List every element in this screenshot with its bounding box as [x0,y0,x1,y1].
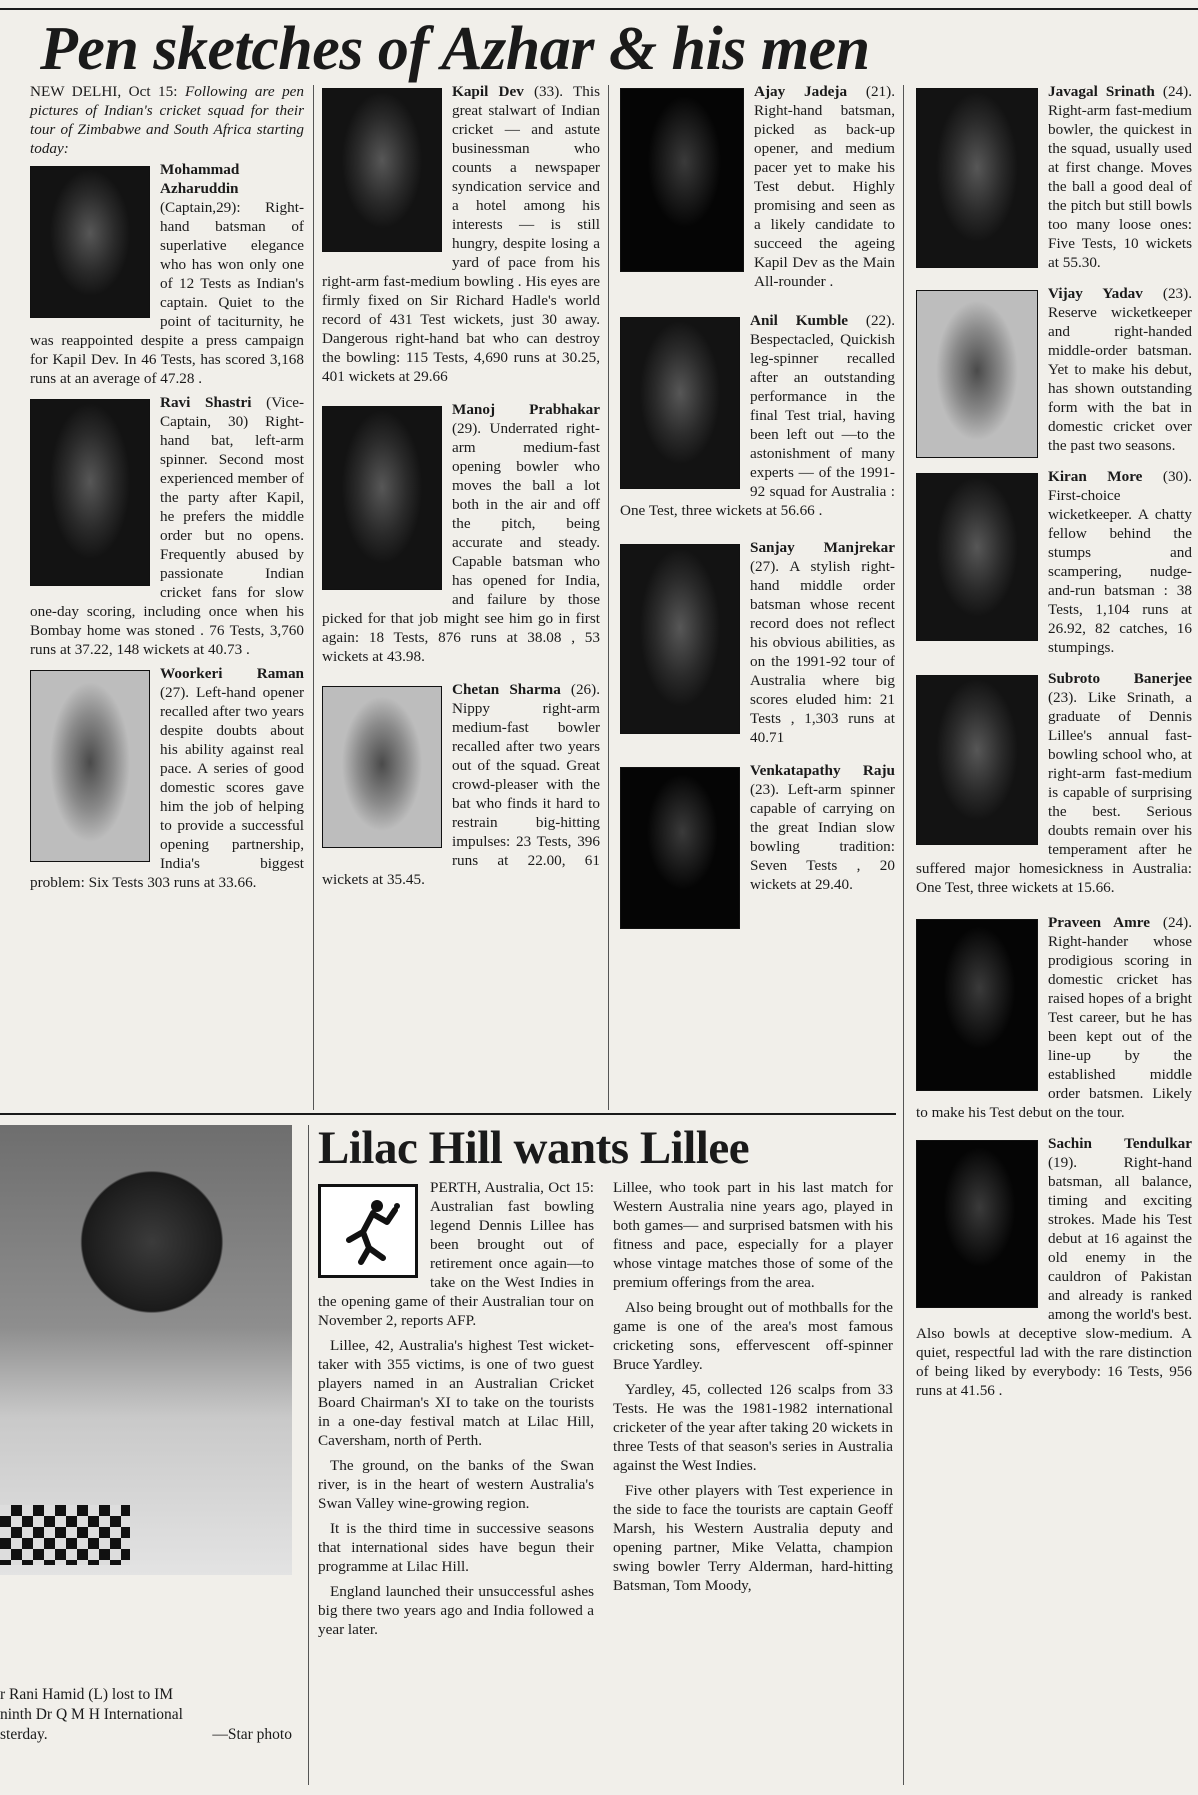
player-name: Mohammad Azharuddin [160,161,240,197]
player-sketch [620,761,895,894]
chessboard [0,1505,130,1565]
player-sketch [30,664,304,892]
cricket-bowler-icon-svg [333,1196,403,1266]
player-bio: (23). Like Srinath, a graduate of Dennis Lillee's annual fast-bowling school who, at right-arm fast-medium is capable of surprising the best. Serious doubts remain over his temperament after he suffered major homesickness in Australia: One Test, three wickets at 15.66. [916,689,1192,896]
story-paragraph: Lillee, 42, Australia's highest Test wicket-taker with 355 victims, is one of two guest players named in an Australian Cricket Board Chairman's XI to take on the tourists in a one-day festival match at Lilac Hill, Caversham, north of Perth. [318,1337,594,1449]
player-bio: (29). Underrated right-arm medium-fast opening bowler who moves the ball a lot both in the air and off the pitch, being accurate and steady. Capable batsman who has opened for India, and failure by those picked for that job might see him go in first again: 18 Tests, 876 runs at 38.08 , 53 wickets at 43.98. [322,420,600,665]
player-photo [322,88,442,252]
column-1 [30,82,304,897]
player-name: Kapil Dev [452,83,524,100]
story-paragraph: Yardley, 45, collected 126 scalps from 33 Tests. He was the 1981-1982 international cricketer of the year after taking 20 wickets in three Tests of that season's series in Australia against the West Indies. [613,1381,893,1474]
story-paragraph: The ground, on the banks of the Swan river, is in the heart of western Australia's Swan Valley wine-growing region. [318,1457,594,1512]
player-name: Subroto Banerjee [1048,670,1192,687]
player-sketch [916,1134,1192,1400]
player-bio: (24). Right-arm fast-medium bowler, the quickest in the squad, usually used at first change. Moves the ball a good deal of the pitch but still bowls too many loose ones: Five Tests, 10 wickets at 55.30. [1048,83,1192,271]
player-name: Javagal Srinath [1048,83,1155,100]
player-name: Sachin Tendulkar [1048,1135,1192,1152]
player-bio: (22). Bespectacled, Quickish leg-spinner recalled after an outstanding performance in the final Test trial, having been left out —to the astonishment of many experts — of the 1991-92 squad for Australia : One Test, three wickets at 56.66 . [620,312,895,519]
caption-line-2: ninth Dr Q M H International [0,1706,183,1723]
player-photo [30,670,150,862]
player-sketch [30,393,304,659]
player-bio: (23). Reserve wicketkeeper and right-handed middle-order batsman. Yet to make his debut, has shown outstanding form with the bat in domestic cricket over the past two seasons. [1048,285,1192,454]
lilac-story-col-2 [613,1178,893,1601]
player-name: Anil Kumble [750,312,849,329]
player-name: Praveen Amre [1048,914,1151,931]
story-paragraph: Lillee, who took part in his last match for Western Australia nine years ago, played in both games— and surprised batsmen with his fitness and pace, especially for a player whose vintage matches those of some of the premium offerings from the area. [613,1179,893,1291]
player-bio: (27). A stylish right-hand middle order batsman whose recent record does not reflect his obvious abilities, as on the 1991-92 tour of Australia where big scores eluded him: 21 Tests , 1,303 runs at 40.71 [750,558,895,746]
player-sketch [322,400,600,666]
column-2 [322,82,600,894]
story-paragraph: Also being brought out of mothballs for the game is one of the area's most famous cricketing sons, effervescent off-spinner Bruce Yardley. [613,1299,893,1373]
player-bio: (21). Right-hand batsman, picked as back-up opener, and medium pacer yet to make his Test debut. Highly promising and seen as a likely candidate to succeed the ageing Kapil Dev as the Main All-rounder . [754,83,895,290]
lilac-story-col-1 [318,1178,594,1645]
player-bio: (24). Right-hander whose prodigious scoring in domestic cricket has raised hopes of a bright Test career, but he has been kept out of the line-up by the established middle order batsmen. Likely to make his Test debut on the tour. [916,914,1193,1121]
photo-credit: —Star photo [212,1726,292,1743]
player-photo [916,290,1038,458]
player-sketch [30,160,304,388]
player-sketch [322,82,600,386]
player-photo [620,88,744,272]
player-name: Chetan Sharma [452,681,561,698]
player-name: Manoj Prabhakar [452,401,600,418]
player-name: Kiran More [1048,468,1143,485]
player-name: Venkatapathy Raju [750,762,895,779]
story-paragraph: PERTH, Australia, Oct 15: Australian fast bowling legend Dennis Lillee has been brought out of retirement once again—to take on the West Indies in the opening game of their Australian tour on November 2, reports AFP. [318,1179,594,1329]
player-name: Ravi Shastri [160,394,252,411]
player-sketch [916,669,1192,897]
player-photo [916,675,1038,845]
player-photo [916,1140,1038,1308]
caption-line-1: r Rani Hamid (L) lost to IM [0,1686,174,1703]
player-photo [322,406,442,590]
player-sketch [620,538,895,747]
player-bio: (Vice- Captain, 30) Right-hand bat, left-arm spinner. Second most experienced member of the party after Kapil, he prefers the middle order but no opens. Frequently abused by passionate Indian cricket fans for slow one-day scoring, including once when his Bombay home was stoned . 76 Tests, 3,760 runs at 37.22, 148 wickets at 40.73 . [30,394,305,658]
player-bio: (Captain,29): Right-hand batsman of superlative elegance who has won only one of 12 Tests as Indian's captain. Quiet to the point of taciturnity, he was reappointed despite a press campaign for Kapil Dev. In 46 Tests, has scored 3,168 runs at an average of 47.28 . [30,199,304,387]
player-photo [620,544,740,734]
story-paragraph: It is the third time in successive seasons that international sides have begun their programme at Lilac Hill. [318,1520,594,1575]
player-name: Ajay Jadeja [754,83,848,100]
player-sketch [916,913,1192,1122]
player-photo [916,473,1038,641]
column-3 [620,82,895,933]
player-sketch [322,680,600,889]
player-name: Sanjay Manjrekar [750,539,895,556]
lilac-headline: Lilac Hill wants Lillee [318,1122,750,1174]
player-sketch [620,311,895,520]
headline: Pen sketches of Azhar & his men [40,15,870,83]
cricket-bowler-icon [318,1184,418,1278]
col-rule-4 [308,1125,309,1785]
top-rule [0,8,1198,10]
player-sketch [916,82,1192,272]
player-photo [30,166,150,318]
player-photo [620,767,740,929]
player-bio: (23). Left-arm spinner capable of carrying on the great Indian slow bowling tradition: Seven Tests , 20 wickets at 29.40. [750,781,895,893]
section-divider [0,1113,896,1115]
player-sketch [916,467,1192,657]
caption-line-3: sterday. [0,1726,48,1743]
column-4 [916,82,1192,1405]
player-photo [30,399,150,586]
story-paragraph: Five other players with Test experience in the side to face the tourists are captain Geoff Marsh, his Western Australia deputy and opening partner, Mike Velatta, champion swing bowler Terry Alderman, hard-hitting Batsman, Tom Moody, [613,1482,893,1594]
player-photo [916,919,1038,1091]
intro-text: Following are pen pictures of Indian's cricket squad for their tour of Zimbabwe and South Africa starting today: [30,83,304,157]
intro [30,82,304,158]
story-paragraph: England launched their unsuccessful ashes big there two years ago and India followed a year later. [318,1583,594,1638]
player-sketch [620,82,895,291]
intro-dateline: NEW DELHI, Oct 15: [30,83,178,100]
col-rule-2 [608,85,609,1110]
player-photo [916,88,1038,268]
player-name: Woorkeri Raman [160,665,304,682]
player-bio: (19). Right-hand batsman, all balance, timing and exciting strokes. Made his Test debut at 16 against the old enemy in the cauldron of Pakistan and already is ranked among the world's best. Also bowls at deceptive slow-medium. A quiet, respectful lad with the rare distinction of being liked by everybody: 16 Tests, 956 runs at 41.56 . [916,1154,1192,1399]
player-bio: (33). This great stalwart of Indian cricket — and astute businessman who counts a newspaper syndication service and a hotel among his interests — is still hungry, despite losing a yard of pace from his right-arm fast-medium bowling . His eyes are firmly fixed on Sir Richard Hadle's world record of 431 Test wickets, just 30 away. Dangerous right-hand bat who can destroy the bowling: 115 Tests, 4,690 runs at 30.25, 401 wickets at 29.66 [322,83,600,385]
photo-caption [0,1685,292,1745]
player-bio: (30). First-choice wicketkeeper. A chatty fellow behind the stumps and scampering, nudge-and-run batsman : 38 Tests, 1,104 runs at 26.92, 82 catches, 16 stumpings. [1048,468,1192,656]
player-bio: (26). Nippy right-arm medium-fast bowler recalled after two years out of the squad. Great crowd-pleaser with the bat who finds it hard to restrain big-hitting impulses: 23 Tests, 396 runs at 22.00, 61 wickets at 35.45. [322,681,600,888]
player-sketch [916,284,1192,455]
player-bio: (27). Left-hand opener recalled after two years despite doubts about his ability against real pace. A series of good domestic scores gave him the job of helping to provide a successful opening partnership, India's biggest problem: Six Tests 303 runs at 33.66. [30,684,304,891]
col-rule-1 [313,85,314,1110]
player-photo [322,686,442,848]
player-name: Vijay Yadav [1048,285,1143,302]
player-photo [620,317,740,489]
col-rule-3 [903,85,904,1785]
